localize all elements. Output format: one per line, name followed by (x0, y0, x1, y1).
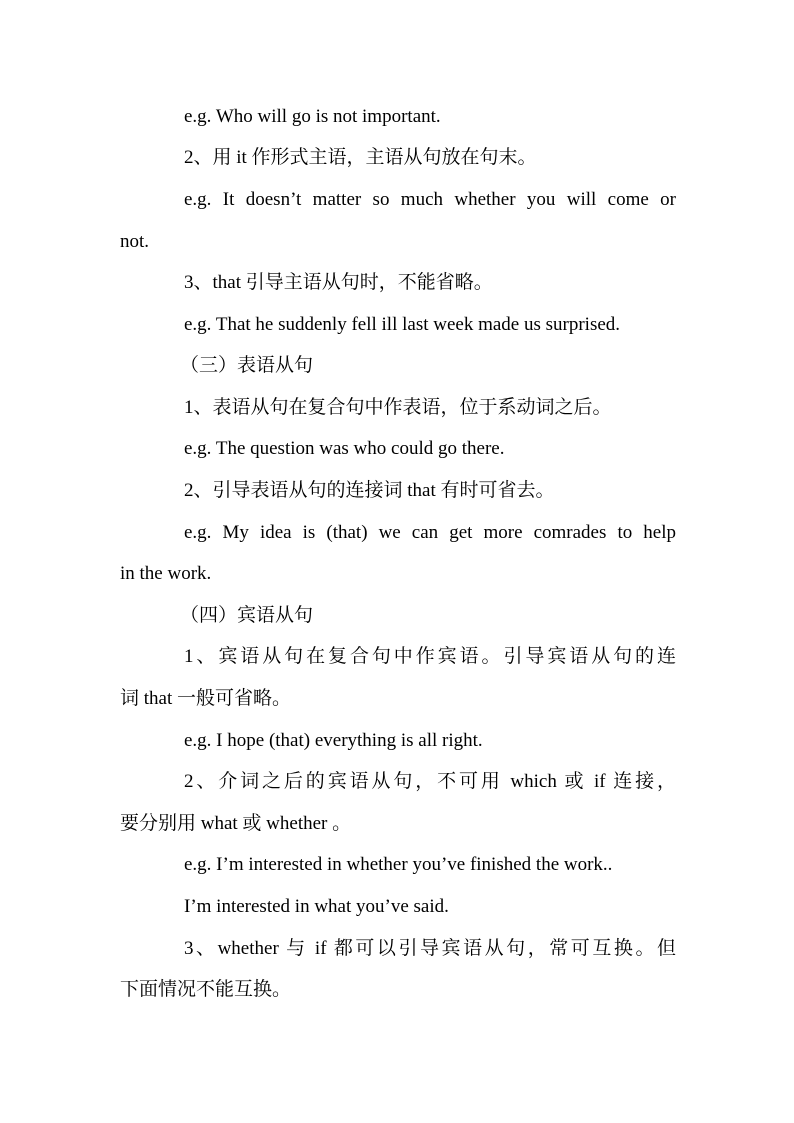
rule-item: 1、宾语从句在复合句中作宾语。引导宾语从句的连 (184, 646, 676, 667)
example-line: e.g. I hope (that) everything is all right. (184, 730, 483, 751)
example-line: e.g. I’m interested in whether you’ve finished the work.. (184, 854, 613, 875)
example-line-continuation: not. (120, 231, 150, 252)
example-line: e.g. Who will go is not important. (184, 106, 441, 127)
example-line: e.g. That he suddenly fell ill last week made us surprised. (184, 314, 621, 335)
rule-item: 3、whether 与 if 都可以引导宾语从句，常可互换。但 (184, 938, 676, 959)
example-line-continuation: in the work. (120, 563, 212, 584)
example-line: e.g. The question was who could go there. (184, 438, 505, 459)
rule-item-continuation: 词 that 一般可省略。 (120, 688, 291, 709)
rule-item: 3、that 引导主语从句时，不能省略。 (184, 272, 493, 293)
rule-item-continuation: 下面情况不能互换。 (120, 979, 292, 1000)
rule-item: 2、介词之后的宾语从句，不可用 which 或 if 连接， (184, 771, 676, 792)
rule-item-continuation: 要分别用 what 或 whether 。 (120, 813, 352, 834)
example-line: I’m interested in what you’ve said. (184, 896, 449, 917)
example-line: e.g. It doesn’t matter so much whether you will come or (184, 189, 676, 210)
rule-item: 2、引导表语从句的连接词 that 有时可省去。 (184, 480, 555, 501)
rule-item: 2、用 it 作形式主语，主语从句放在句末。 (184, 147, 537, 168)
example-line: e.g. My idea is (that) we can get more comrades to help (184, 522, 676, 543)
rule-item: 1、表语从句在复合句中作表语，位于系动词之后。 (184, 397, 612, 418)
section-heading: （三）表语从句 (180, 355, 314, 376)
section-heading: （四）宾语从句 (180, 605, 314, 626)
